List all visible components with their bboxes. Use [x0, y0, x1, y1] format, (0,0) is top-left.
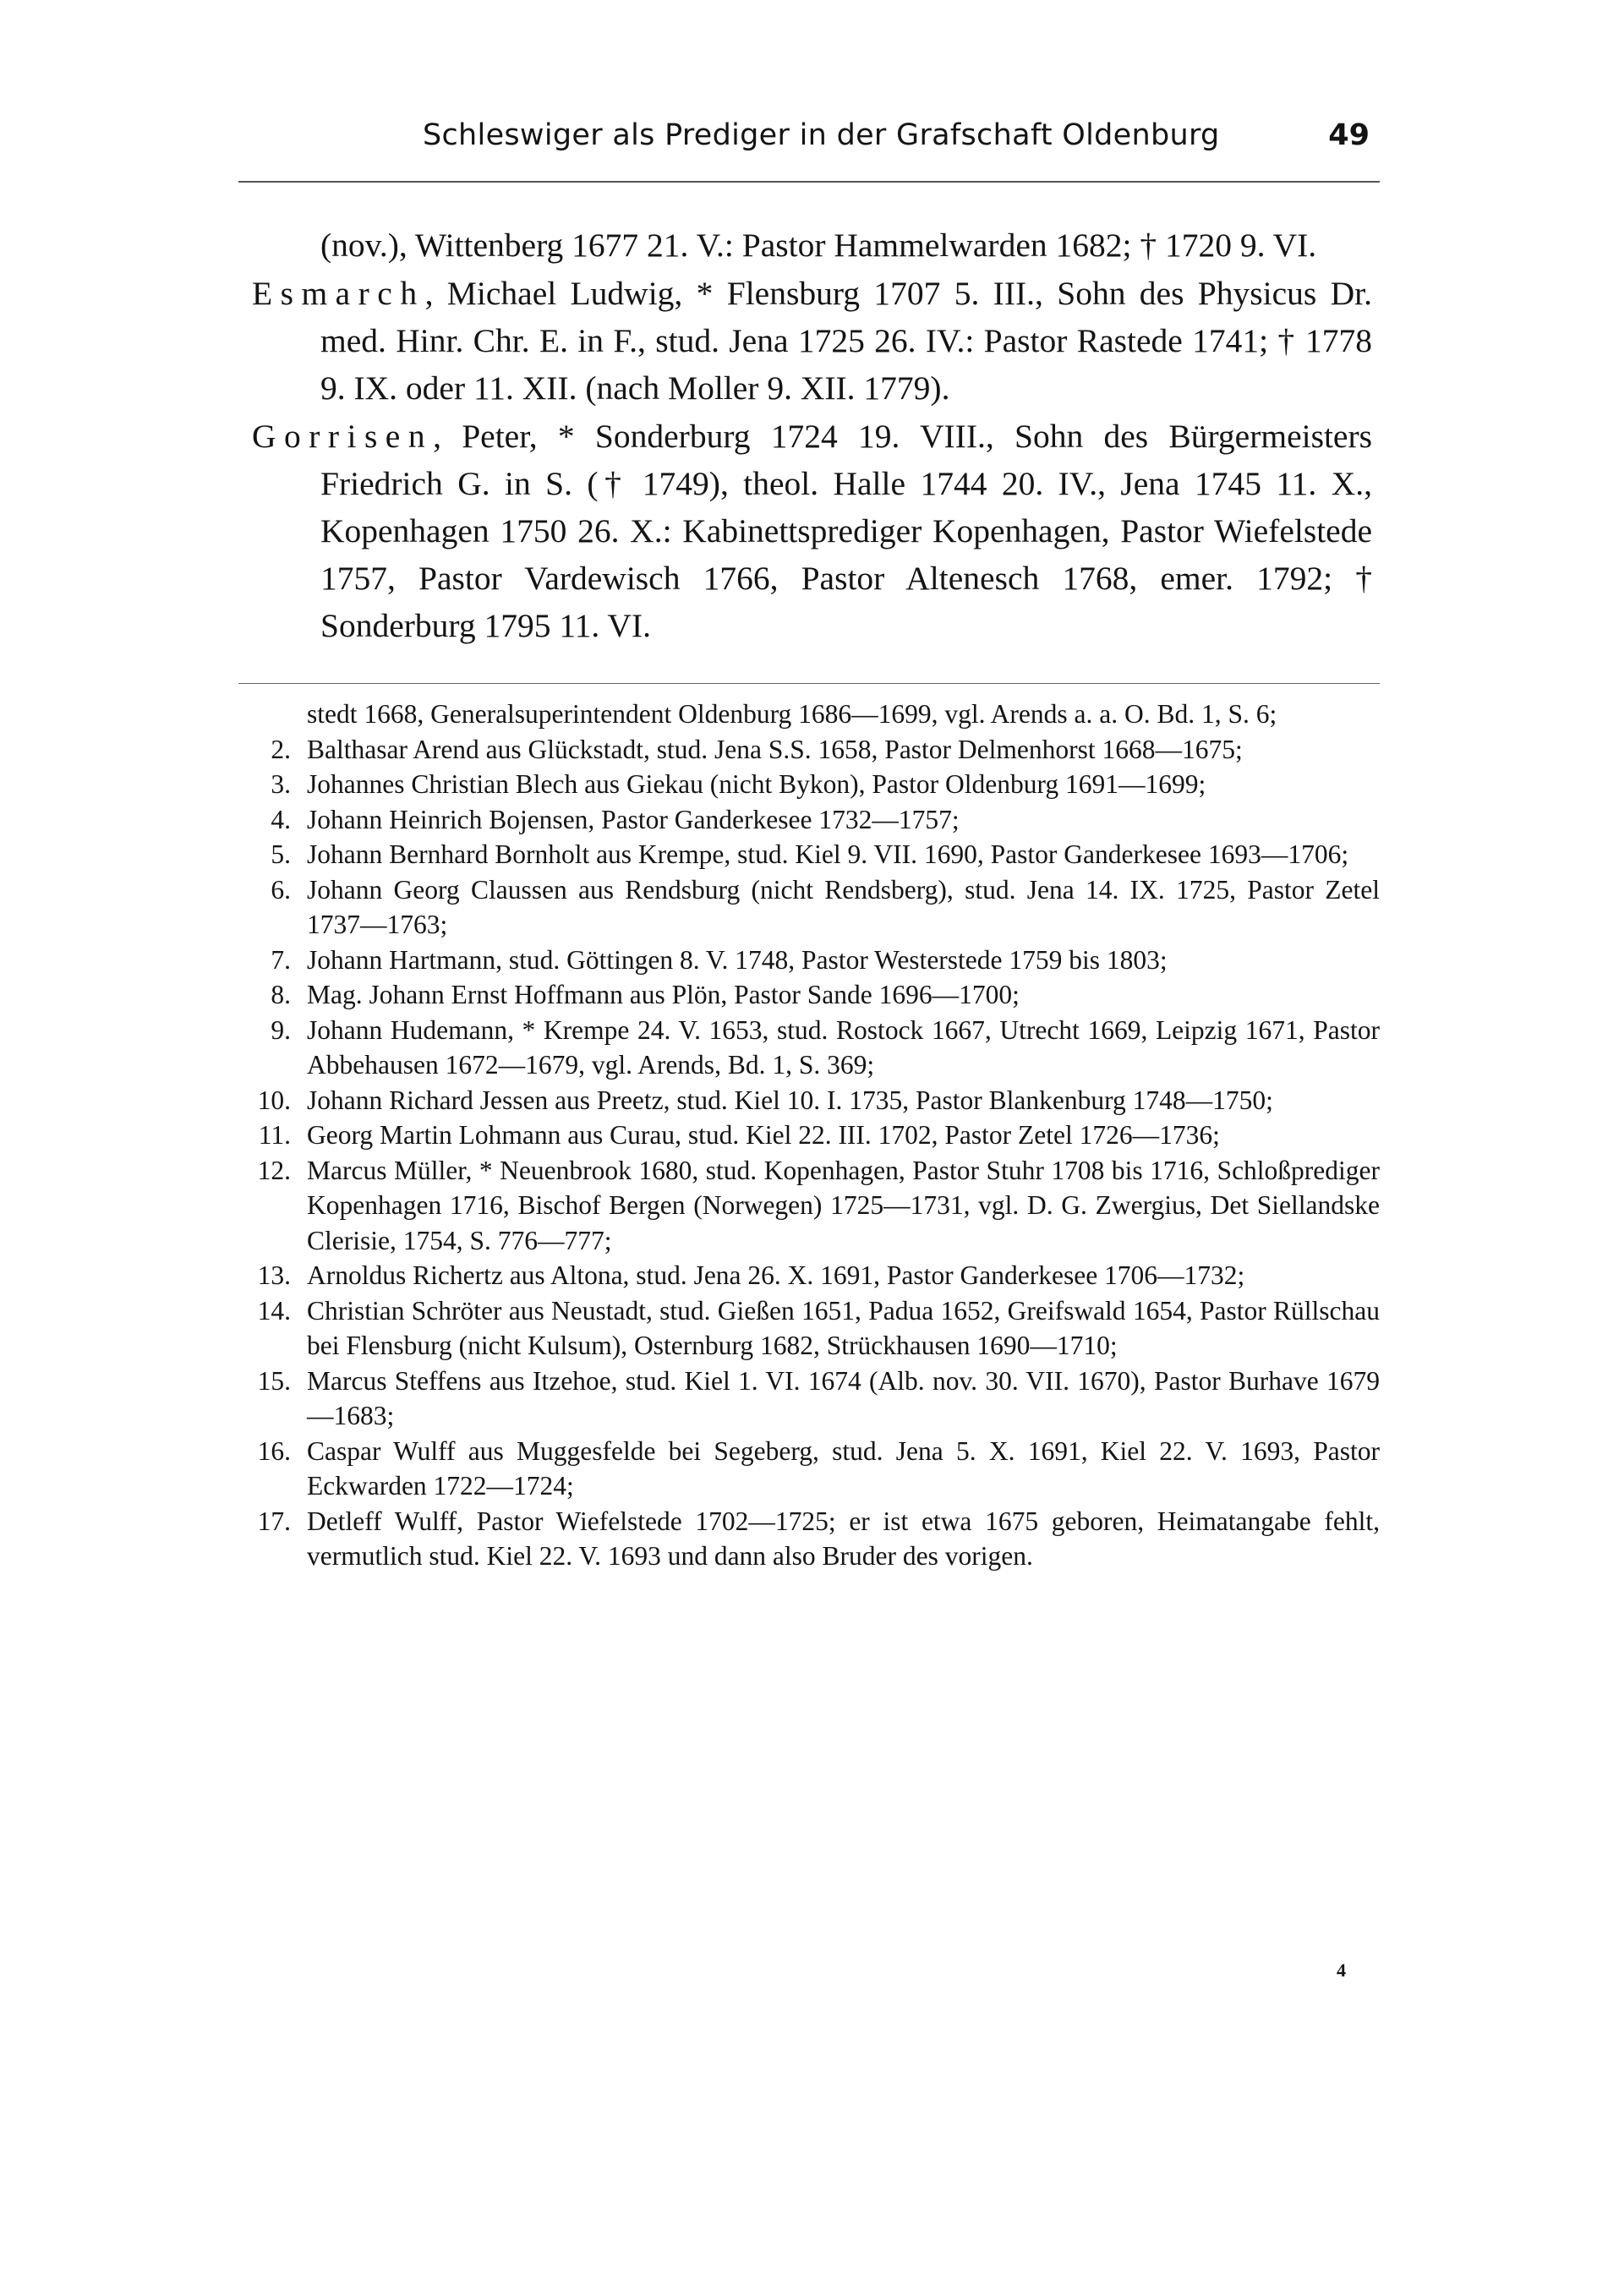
- footnote-text: Marcus Müller, * Neuenbrook 1680, stud. Kopenhagen, Pastor Stuhr 1708 bis 1716, Schloßprediger Kopenhagen 1716, Bischof Bergen (Norwegen) 1725—1731, vgl. D. G. Zwergius, Det Siellandske Clerisie, 1754, S. 776—777;: [307, 1155, 1380, 1255]
- footnote-number: 16.: [257, 1435, 291, 1466]
- footnote-text: Johann Georg Claussen aus Rendsburg (nicht Rendsberg), stud. Jena 14. IX. 1725, Pastor Zetel 1737—1763;: [307, 874, 1380, 939]
- footnote-text: Georg Martin Lohmann aus Curau, stud. Kiel 22. III. 1702, Pastor Zetel 1726—1736;: [307, 1120, 1220, 1150]
- footnote-text: Johann Bernhard Bornholt aus Krempe, stud. Kiel 9. VII. 1690, Pastor Ganderkesee 1693—1706;: [307, 839, 1349, 869]
- footnote-item: [249, 1153, 1380, 1259]
- running-title: Schleswiger als Prediger in der Grafschaft Oldenburg: [423, 118, 1220, 152]
- footnote-item: [249, 697, 1380, 732]
- footnote-item: [249, 1118, 1380, 1153]
- main-entry-gorrisen: [252, 413, 1372, 649]
- footnote-item: [249, 872, 1380, 943]
- main-entry-continuation: [252, 221, 1372, 269]
- footnote-item: [249, 1083, 1380, 1118]
- footnote-number: 7.: [271, 944, 291, 975]
- entry-text: , Peter, * Sonderburg 1724 19. VIII., Sohn des Bürgermeisters Friedrich G. in S. († 1749), theol. Halle 1744 20. IV., Jena 1745 11. X., Kopenhagen 1750 26. X.: Kabinettsprediger Kopenhagen, Pastor Wiefelstede 1757, Pastor Vardewisch 1766, Pastor Altenesch 1768, emer. 1792; † Sonderburg 1795 11. VI.: [320, 418, 1372, 644]
- header-rule: [238, 181, 1380, 183]
- footnotes: [249, 697, 1380, 1574]
- footnote-text: Marcus Steffens aus Itzehoe, stud. Kiel 1. VI. 1674 (Alb. nov. 30. VII. 1670), Pastor Burhave 1679—1683;: [307, 1365, 1380, 1430]
- page-number: 49: [1328, 118, 1370, 152]
- footnote-text: Christian Schröter aus Neustadt, stud. Gießen 1651, Padua 1652, Greifswald 1654, Pastor Rüllschau bei Flensburg (nicht Kulsum), Osternburg 1682, Strückhausen 1690—1710;: [307, 1295, 1380, 1360]
- footnote-number: 17.: [257, 1506, 291, 1536]
- footnote-text: Johann Richard Jessen aus Preetz, stud. Kiel 10. I. 1735, Pastor Blankenburg 1748—1750;: [307, 1085, 1273, 1115]
- footnote-item: [249, 1293, 1380, 1364]
- footnote-number: 2.: [271, 734, 291, 764]
- footnote-separator: [238, 683, 1380, 684]
- main-entry-esmarch: [252, 270, 1372, 412]
- footnote-text: Johann Hartmann, stud. Göttingen 8. V. 1748, Pastor Westerstede 1759 bis 1803;: [307, 944, 1168, 975]
- footnote-number: 11.: [258, 1120, 291, 1150]
- footnote-item: [249, 943, 1380, 978]
- footnote-text: Arnoldus Richertz aus Altona, stud. Jena 26. X. 1691, Pastor Ganderkesee 1706—1732;: [307, 1260, 1245, 1290]
- entry-name: Esmarch: [252, 275, 425, 312]
- footnote-item: [249, 802, 1380, 838]
- footnote-item: [249, 1258, 1380, 1293]
- footnote-item: [249, 1434, 1380, 1504]
- footnote-number: 3.: [271, 769, 291, 799]
- footnote-item: [249, 767, 1380, 802]
- footnote-item: [249, 1504, 1380, 1574]
- footnote-text: Detleff Wulff, Pastor Wiefelstede 1702—1725; er ist etwa 1675 geboren, Heimatangabe fehlt, vermutlich stud. Kiel 22. V. 1693 und dann also Bruder des vorigen.: [307, 1506, 1380, 1571]
- footnote-number: 5.: [271, 839, 291, 869]
- footnote-text: stedt 1668, Generalsuperintendent Oldenburg 1686—1699, vgl. Arends a. a. O. Bd. 1, S. 6;: [307, 699, 1277, 729]
- footnote-item: [249, 977, 1380, 1013]
- entry-text: , Michael Ludwig, * Flensburg 1707 5. III., Sohn des Physicus Dr. med. Hinr. Chr. E. in F., stud. Jena 1725 26. IV.: Pastor Rastede 1741; † 1778 9. IX. oder 11. XII. (nach Moller 9. XII. 1779).: [320, 275, 1372, 407]
- footnote-item: [249, 1364, 1380, 1434]
- footnote-number: 9.: [271, 1014, 291, 1045]
- footnote-number: 15.: [257, 1365, 291, 1396]
- footnote-number: 12.: [257, 1155, 291, 1185]
- footnote-text: Balthasar Arend aus Glückstadt, stud. Jena S.S. 1658, Pastor Delmenhorst 1668—1675;: [307, 734, 1243, 764]
- footnote-item: [249, 732, 1380, 768]
- footnote-number: 10.: [257, 1085, 291, 1115]
- footnote-text: Johann Hudemann, * Krempe 24. V. 1653, stud. Rostock 1667, Utrecht 1669, Leipzig 1671, Pastor Abbehausen 1672—1679, vgl. Arends, Bd. 1, S. 369;: [307, 1014, 1380, 1080]
- footnote-text: Mag. Johann Ernst Hoffmann aus Plön, Pastor Sande 1696—1700;: [307, 980, 1020, 1009]
- entry-text: (nov.), Wittenberg 1677 21. V.: Pastor Hammelwarden 1682; † 1720 9. VI.: [320, 227, 1317, 264]
- footnote-text: Johann Heinrich Bojensen, Pastor Ganderkesee 1732—1757;: [307, 804, 960, 834]
- footnote-item: [249, 1013, 1380, 1083]
- footnote-number: 13.: [257, 1260, 291, 1290]
- footnote-item: [249, 837, 1380, 872]
- footnote-number: 4.: [271, 804, 291, 834]
- running-head: [423, 118, 1370, 169]
- main-entries: [252, 221, 1372, 649]
- footnote-text: Caspar Wulff aus Muggesfelde bei Segeberg, stud. Jena 5. X. 1691, Kiel 22. V. 1693, Pastor Eckwarden 1722—1724;: [307, 1435, 1380, 1501]
- entry-name: Gorrisen: [252, 418, 434, 455]
- footnote-number: 6.: [271, 874, 291, 905]
- footnote-number: 8.: [271, 980, 291, 1009]
- signature-mark: 4: [1337, 1960, 1346, 1981]
- footnote-number: 14.: [257, 1295, 291, 1326]
- footnote-text: Johannes Christian Blech aus Giekau (nicht Bykon), Pastor Oldenburg 1691—1699;: [307, 769, 1206, 799]
